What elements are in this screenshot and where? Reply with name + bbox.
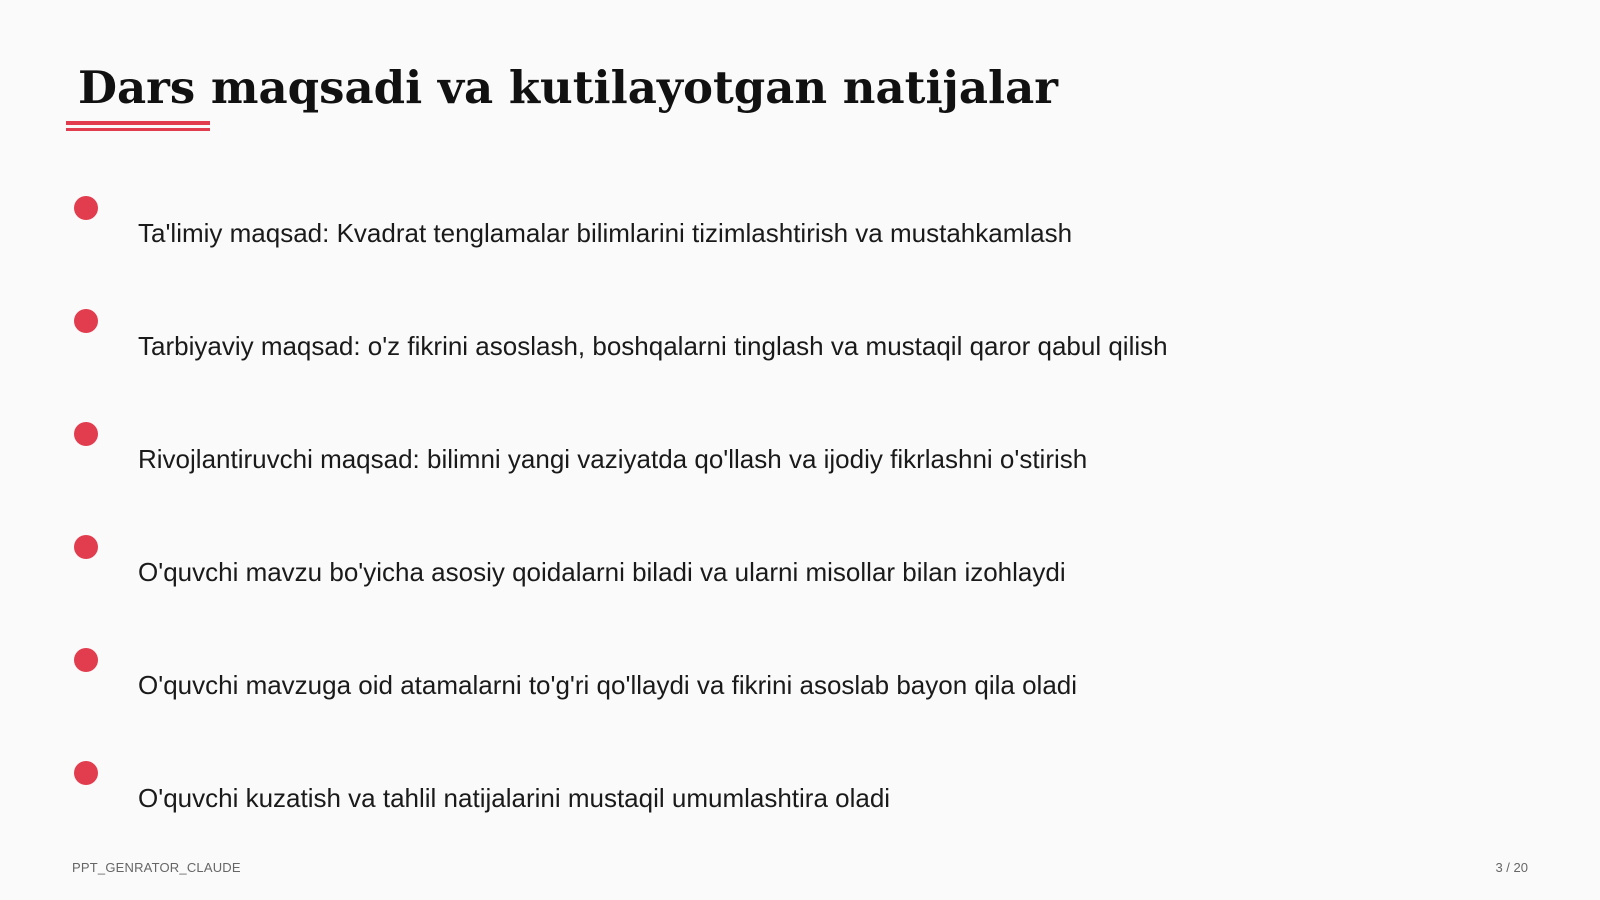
bullet-text: O'quvchi mavzu bo'yicha asosiy qoidalarni biladi va ularni misollar bilan izohlaydi <box>138 557 1066 587</box>
list-item <box>0 535 1600 615</box>
bullet-dot-icon <box>74 196 98 220</box>
footer-brand: PPT_GENRATOR_CLAUDE <box>72 860 241 875</box>
bullet-dot-icon <box>74 761 98 785</box>
list-item <box>0 196 1600 276</box>
bullet-text: Ta'limiy maqsad: Kvadrat tenglamalar bilimlarini tizimlashtirish va mustahkamlash <box>138 218 1073 248</box>
bullet-dot-icon <box>74 422 98 446</box>
slide-title: Dars maqsadi va kutilayotgan natijalar <box>78 61 1058 114</box>
bullet-dot-icon <box>74 648 98 672</box>
list-item <box>0 309 1600 389</box>
list-item <box>0 761 1600 841</box>
bullet-text: O'quvchi kuzatish va tahlil natijalarini mustaqil umumlashtira oladi <box>138 783 891 813</box>
bullet-text: Rivojlantiruvchi maqsad: bilimni yangi vaziyatda qo'llash va ijodiy fikrlashni o'stirish <box>138 444 1088 474</box>
bullet-text: O'quvchi mavzuga oid atamalarni to'g'ri qo'llaydi va fikrini asoslab bayon qila oladi <box>138 670 1078 700</box>
page-indicator: 3 / 20 <box>1495 860 1528 875</box>
list-item <box>0 422 1600 502</box>
bullet-text: Tarbiyaviy maqsad: o'z fikrini asoslash, boshqalarni tinglash va mustaqil qaror qabul qilish <box>138 331 1168 361</box>
bullet-dot-icon <box>74 309 98 333</box>
list-item <box>0 648 1600 728</box>
bullet-dot-icon <box>74 535 98 559</box>
